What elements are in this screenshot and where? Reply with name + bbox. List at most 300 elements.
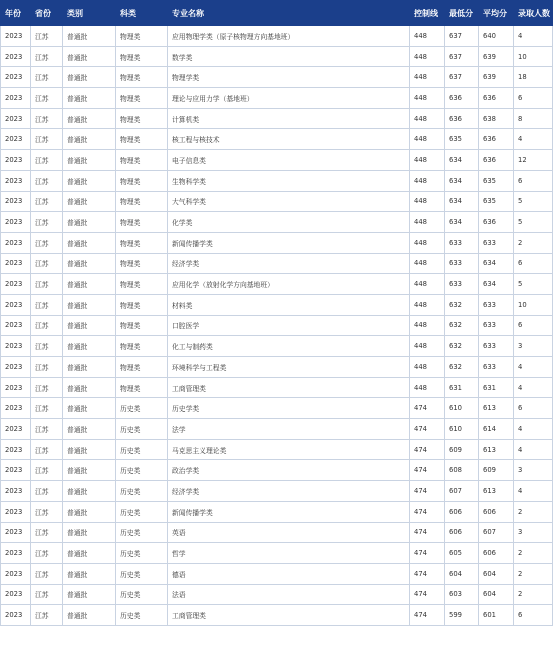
cell-admitted-count: 4 [514, 357, 553, 378]
cell-min-score: 636 [445, 108, 479, 129]
cell-category: 普通批 [63, 232, 116, 253]
cell-avg-score: 635 [479, 170, 514, 191]
cell-major: 电子信息类 [168, 150, 410, 171]
table-row [1, 294, 553, 315]
table-row [1, 26, 553, 47]
cell-avg-score: 634 [479, 274, 514, 295]
cell-subject: 物理类 [116, 232, 168, 253]
cell-province: 江苏 [31, 88, 63, 109]
cell-category: 普通批 [63, 46, 116, 67]
cell-min-score: 632 [445, 336, 479, 357]
cell-year: 2023 [1, 212, 31, 233]
cell-major: 核工程与核技术 [168, 129, 410, 150]
cell-province: 江苏 [31, 108, 63, 129]
table-row [1, 419, 553, 440]
cell-major: 生物科学类 [168, 170, 410, 191]
cell-admitted-count: 3 [514, 336, 553, 357]
header-major: 专业名称 [168, 1, 410, 26]
cell-major: 哲学 [168, 543, 410, 564]
cell-subject: 物理类 [116, 170, 168, 191]
table-row [1, 543, 553, 564]
cell-category: 普通批 [63, 170, 116, 191]
cell-province: 江苏 [31, 543, 63, 564]
cell-year: 2023 [1, 377, 31, 398]
cell-control-line: 448 [410, 274, 445, 295]
cell-min-score: 632 [445, 357, 479, 378]
cell-subject: 物理类 [116, 191, 168, 212]
cell-control-line: 474 [410, 398, 445, 419]
table-body [1, 26, 553, 626]
cell-control-line: 474 [410, 584, 445, 605]
cell-min-score: 634 [445, 170, 479, 191]
cell-year: 2023 [1, 129, 31, 150]
cell-year: 2023 [1, 584, 31, 605]
cell-subject: 物理类 [116, 88, 168, 109]
cell-control-line: 448 [410, 67, 445, 88]
cell-year: 2023 [1, 67, 31, 88]
cell-min-score: 637 [445, 26, 479, 47]
cell-major: 理论与应用力学（基地班） [168, 88, 410, 109]
cell-avg-score: 633 [479, 315, 514, 336]
cell-category: 普通批 [63, 150, 116, 171]
cell-admitted-count: 4 [514, 129, 553, 150]
header-province: 省份 [31, 1, 63, 26]
cell-admitted-count: 3 [514, 460, 553, 481]
cell-admitted-count: 12 [514, 150, 553, 171]
cell-subject: 历史类 [116, 398, 168, 419]
cell-subject: 历史类 [116, 543, 168, 564]
table-row [1, 170, 553, 191]
table-row [1, 460, 553, 481]
table-row [1, 253, 553, 274]
cell-major: 材料类 [168, 294, 410, 315]
cell-subject: 物理类 [116, 129, 168, 150]
cell-control-line: 448 [410, 294, 445, 315]
cell-min-score: 634 [445, 150, 479, 171]
cell-year: 2023 [1, 274, 31, 295]
table-row [1, 501, 553, 522]
cell-year: 2023 [1, 191, 31, 212]
cell-min-score: 637 [445, 67, 479, 88]
cell-major: 工商管理类 [168, 605, 410, 626]
cell-major: 政治学类 [168, 460, 410, 481]
cell-subject: 物理类 [116, 46, 168, 67]
cell-province: 江苏 [31, 150, 63, 171]
cell-category: 普通批 [63, 605, 116, 626]
cell-admitted-count: 5 [514, 212, 553, 233]
cell-control-line: 474 [410, 563, 445, 584]
cell-major: 法语 [168, 584, 410, 605]
cell-year: 2023 [1, 336, 31, 357]
cell-admitted-count: 18 [514, 67, 553, 88]
cell-category: 普通批 [63, 294, 116, 315]
cell-min-score: 634 [445, 212, 479, 233]
cell-control-line: 448 [410, 170, 445, 191]
cell-avg-score: 609 [479, 460, 514, 481]
cell-control-line: 448 [410, 26, 445, 47]
cell-province: 江苏 [31, 357, 63, 378]
cell-avg-score: 636 [479, 88, 514, 109]
cell-province: 江苏 [31, 336, 63, 357]
cell-admitted-count: 6 [514, 398, 553, 419]
cell-subject: 历史类 [116, 419, 168, 440]
cell-category: 普通批 [63, 108, 116, 129]
cell-category: 普通批 [63, 377, 116, 398]
cell-admitted-count: 5 [514, 274, 553, 295]
cell-avg-score: 633 [479, 294, 514, 315]
cell-province: 江苏 [31, 253, 63, 274]
cell-year: 2023 [1, 543, 31, 564]
cell-avg-score: 613 [479, 481, 514, 502]
cell-control-line: 448 [410, 315, 445, 336]
cell-category: 普通批 [63, 67, 116, 88]
cell-category: 普通批 [63, 522, 116, 543]
cell-avg-score: 633 [479, 232, 514, 253]
cell-subject: 历史类 [116, 501, 168, 522]
cell-admitted-count: 10 [514, 294, 553, 315]
cell-admitted-count: 5 [514, 191, 553, 212]
cell-category: 普通批 [63, 501, 116, 522]
table-header [1, 1, 553, 26]
cell-category: 普通批 [63, 212, 116, 233]
cell-major: 新闻传播学类 [168, 501, 410, 522]
cell-subject: 物理类 [116, 294, 168, 315]
cell-control-line: 474 [410, 543, 445, 564]
table-row [1, 315, 553, 336]
cell-province: 江苏 [31, 563, 63, 584]
cell-avg-score: 631 [479, 377, 514, 398]
cell-min-score: 603 [445, 584, 479, 605]
cell-year: 2023 [1, 605, 31, 626]
cell-subject: 物理类 [116, 253, 168, 274]
cell-major: 新闻传播学类 [168, 232, 410, 253]
cell-major: 法学 [168, 419, 410, 440]
cell-min-score: 634 [445, 191, 479, 212]
cell-avg-score: 639 [479, 46, 514, 67]
cell-year: 2023 [1, 26, 31, 47]
cell-min-score: 607 [445, 481, 479, 502]
cell-major: 历史学类 [168, 398, 410, 419]
header-year: 年份 [1, 1, 31, 26]
cell-subject: 物理类 [116, 274, 168, 295]
cell-avg-score: 633 [479, 357, 514, 378]
cell-avg-score: 636 [479, 150, 514, 171]
cell-year: 2023 [1, 150, 31, 171]
header-category: 类别 [63, 1, 116, 26]
table-row [1, 336, 553, 357]
cell-admitted-count: 2 [514, 584, 553, 605]
table-row [1, 212, 553, 233]
cell-control-line: 474 [410, 460, 445, 481]
cell-avg-score: 606 [479, 501, 514, 522]
cell-category: 普通批 [63, 26, 116, 47]
cell-avg-score: 604 [479, 584, 514, 605]
cell-major: 应用物理学类（原子核物理方向基地班） [168, 26, 410, 47]
cell-province: 江苏 [31, 294, 63, 315]
cell-major: 大气科学类 [168, 191, 410, 212]
cell-avg-score: 601 [479, 605, 514, 626]
cell-year: 2023 [1, 501, 31, 522]
cell-control-line: 474 [410, 419, 445, 440]
cell-min-score: 610 [445, 398, 479, 419]
table-row [1, 129, 553, 150]
cell-subject: 历史类 [116, 584, 168, 605]
cell-province: 江苏 [31, 605, 63, 626]
cell-category: 普通批 [63, 543, 116, 564]
cell-major: 经济学类 [168, 481, 410, 502]
cell-admitted-count: 6 [514, 253, 553, 274]
cell-admitted-count: 4 [514, 419, 553, 440]
cell-avg-score: 638 [479, 108, 514, 129]
table-row [1, 232, 553, 253]
cell-province: 江苏 [31, 584, 63, 605]
cell-major: 应用化学（放射化学方向基地班） [168, 274, 410, 295]
cell-province: 江苏 [31, 481, 63, 502]
cell-admitted-count: 10 [514, 46, 553, 67]
cell-major: 马克思主义理论类 [168, 439, 410, 460]
cell-min-score: 637 [445, 46, 479, 67]
cell-min-score: 631 [445, 377, 479, 398]
cell-year: 2023 [1, 460, 31, 481]
cell-category: 普通批 [63, 460, 116, 481]
cell-category: 普通批 [63, 274, 116, 295]
cell-control-line: 448 [410, 46, 445, 67]
cell-province: 江苏 [31, 439, 63, 460]
cell-category: 普通批 [63, 481, 116, 502]
cell-subject: 物理类 [116, 357, 168, 378]
cell-min-score: 636 [445, 88, 479, 109]
cell-min-score: 599 [445, 605, 479, 626]
cell-avg-score: 639 [479, 67, 514, 88]
cell-avg-score: 636 [479, 212, 514, 233]
cell-category: 普通批 [63, 398, 116, 419]
cell-province: 江苏 [31, 46, 63, 67]
cell-major: 口腔医学 [168, 315, 410, 336]
cell-admitted-count: 6 [514, 88, 553, 109]
cell-subject: 物理类 [116, 377, 168, 398]
cell-category: 普通批 [63, 315, 116, 336]
header-min-score: 最低分 [445, 1, 479, 26]
cell-major: 物理学类 [168, 67, 410, 88]
table-row [1, 67, 553, 88]
cell-control-line: 448 [410, 108, 445, 129]
table-row [1, 377, 553, 398]
cell-control-line: 448 [410, 336, 445, 357]
cell-province: 江苏 [31, 501, 63, 522]
cell-avg-score: 636 [479, 129, 514, 150]
table-row [1, 522, 553, 543]
header-control-line: 控制线 [410, 1, 445, 26]
cell-subject: 物理类 [116, 108, 168, 129]
cell-year: 2023 [1, 294, 31, 315]
cell-avg-score: 606 [479, 543, 514, 564]
cell-subject: 物理类 [116, 336, 168, 357]
cell-min-score: 604 [445, 563, 479, 584]
cell-control-line: 448 [410, 129, 445, 150]
cell-min-score: 633 [445, 253, 479, 274]
cell-category: 普通批 [63, 253, 116, 274]
cell-admitted-count: 6 [514, 605, 553, 626]
table-row [1, 274, 553, 295]
cell-year: 2023 [1, 439, 31, 460]
cell-admitted-count: 4 [514, 26, 553, 47]
cell-control-line: 448 [410, 232, 445, 253]
header-subject: 科类 [116, 1, 168, 26]
cell-category: 普通批 [63, 357, 116, 378]
cell-category: 普通批 [63, 563, 116, 584]
cell-avg-score: 604 [479, 563, 514, 584]
cell-subject: 历史类 [116, 605, 168, 626]
cell-year: 2023 [1, 315, 31, 336]
cell-min-score: 632 [445, 294, 479, 315]
cell-subject: 物理类 [116, 67, 168, 88]
cell-major: 化学类 [168, 212, 410, 233]
table-row [1, 439, 553, 460]
cell-min-score: 605 [445, 543, 479, 564]
cell-major: 德语 [168, 563, 410, 584]
cell-major: 工商管理类 [168, 377, 410, 398]
cell-year: 2023 [1, 108, 31, 129]
cell-subject: 历史类 [116, 522, 168, 543]
table-row [1, 357, 553, 378]
cell-category: 普通批 [63, 88, 116, 109]
cell-min-score: 633 [445, 274, 479, 295]
table-row [1, 88, 553, 109]
table-row [1, 108, 553, 129]
header-admitted-count: 录取人数 [514, 1, 553, 26]
cell-control-line: 448 [410, 150, 445, 171]
cell-avg-score: 613 [479, 398, 514, 419]
cell-province: 江苏 [31, 315, 63, 336]
cell-control-line: 448 [410, 377, 445, 398]
cell-control-line: 448 [410, 212, 445, 233]
cell-min-score: 635 [445, 129, 479, 150]
cell-major: 化工与制药类 [168, 336, 410, 357]
cell-subject: 历史类 [116, 460, 168, 481]
cell-control-line: 448 [410, 253, 445, 274]
table-row [1, 481, 553, 502]
cell-avg-score: 633 [479, 336, 514, 357]
cell-province: 江苏 [31, 26, 63, 47]
cell-min-score: 610 [445, 419, 479, 440]
cell-year: 2023 [1, 46, 31, 67]
table-row [1, 584, 553, 605]
cell-subject: 历史类 [116, 481, 168, 502]
cell-year: 2023 [1, 232, 31, 253]
table-row [1, 46, 553, 67]
cell-subject: 物理类 [116, 150, 168, 171]
cell-category: 普通批 [63, 439, 116, 460]
cell-avg-score: 607 [479, 522, 514, 543]
cell-min-score: 606 [445, 522, 479, 543]
table-row [1, 150, 553, 171]
cell-major: 经济学类 [168, 253, 410, 274]
cell-province: 江苏 [31, 232, 63, 253]
cell-category: 普通批 [63, 336, 116, 357]
cell-admitted-count: 4 [514, 481, 553, 502]
table-row [1, 605, 553, 626]
cell-category: 普通批 [63, 129, 116, 150]
cell-avg-score: 640 [479, 26, 514, 47]
cell-avg-score: 614 [479, 419, 514, 440]
cell-year: 2023 [1, 253, 31, 274]
cell-min-score: 632 [445, 315, 479, 336]
cell-province: 江苏 [31, 377, 63, 398]
cell-admitted-count: 6 [514, 170, 553, 191]
cell-year: 2023 [1, 398, 31, 419]
table-row [1, 398, 553, 419]
cell-major: 计算机类 [168, 108, 410, 129]
header-row [1, 1, 553, 26]
cell-admitted-count: 2 [514, 501, 553, 522]
header-avg-score: 平均分 [479, 1, 514, 26]
cell-year: 2023 [1, 170, 31, 191]
cell-major: 数学类 [168, 46, 410, 67]
cell-year: 2023 [1, 419, 31, 440]
cell-year: 2023 [1, 357, 31, 378]
cell-province: 江苏 [31, 212, 63, 233]
cell-avg-score: 613 [479, 439, 514, 460]
cell-subject: 历史类 [116, 439, 168, 460]
cell-min-score: 606 [445, 501, 479, 522]
cell-province: 江苏 [31, 170, 63, 191]
cell-major: 环境科学与工程类 [168, 357, 410, 378]
cell-province: 江苏 [31, 129, 63, 150]
cell-control-line: 448 [410, 88, 445, 109]
cell-control-line: 474 [410, 522, 445, 543]
cell-admitted-count: 2 [514, 543, 553, 564]
cell-control-line: 474 [410, 481, 445, 502]
cell-year: 2023 [1, 88, 31, 109]
cell-year: 2023 [1, 481, 31, 502]
cell-province: 江苏 [31, 67, 63, 88]
cell-category: 普通批 [63, 191, 116, 212]
cell-admitted-count: 4 [514, 439, 553, 460]
cell-major: 英语 [168, 522, 410, 543]
cell-subject: 物理类 [116, 26, 168, 47]
cell-subject: 物理类 [116, 315, 168, 336]
cell-admitted-count: 6 [514, 315, 553, 336]
cell-province: 江苏 [31, 274, 63, 295]
cell-province: 江苏 [31, 419, 63, 440]
cell-min-score: 609 [445, 439, 479, 460]
table-row [1, 191, 553, 212]
cell-province: 江苏 [31, 522, 63, 543]
cell-control-line: 474 [410, 439, 445, 460]
cell-subject: 物理类 [116, 212, 168, 233]
cell-control-line: 448 [410, 191, 445, 212]
cell-year: 2023 [1, 563, 31, 584]
cell-min-score: 608 [445, 460, 479, 481]
cell-province: 江苏 [31, 398, 63, 419]
cell-control-line: 474 [410, 501, 445, 522]
cell-admitted-count: 2 [514, 232, 553, 253]
cell-category: 普通批 [63, 584, 116, 605]
cell-category: 普通批 [63, 419, 116, 440]
cell-avg-score: 635 [479, 191, 514, 212]
cell-avg-score: 634 [479, 253, 514, 274]
cell-admitted-count: 4 [514, 377, 553, 398]
cell-control-line: 474 [410, 605, 445, 626]
cell-admitted-count: 2 [514, 563, 553, 584]
cell-admitted-count: 3 [514, 522, 553, 543]
cell-admitted-count: 8 [514, 108, 553, 129]
table-row [1, 563, 553, 584]
cell-year: 2023 [1, 522, 31, 543]
cell-min-score: 633 [445, 232, 479, 253]
cell-province: 江苏 [31, 191, 63, 212]
cell-control-line: 448 [410, 357, 445, 378]
